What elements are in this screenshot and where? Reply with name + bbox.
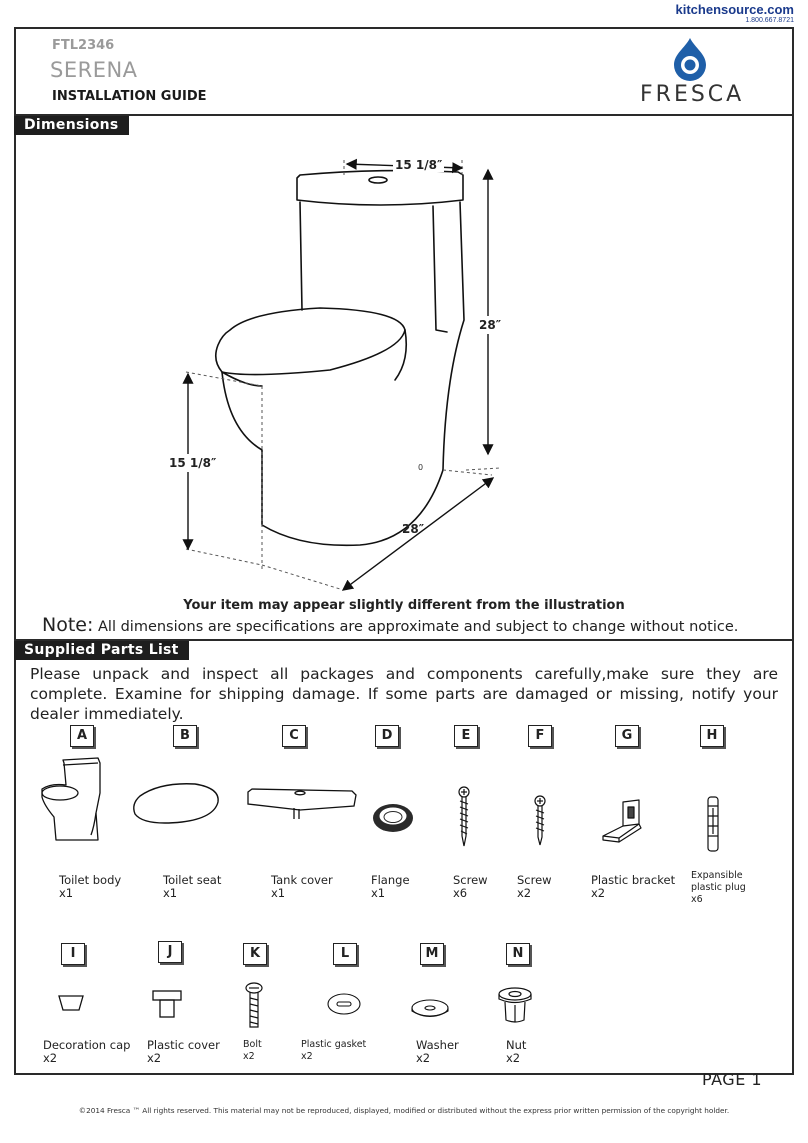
toilet-seat-icon [130,780,222,828]
part-f-name: Screw [517,873,552,887]
part-d-name: Flange [371,873,410,887]
flange-icon [370,800,416,836]
series-name: SERENA [50,58,138,82]
part-letter-e: E [454,725,478,747]
part-c-qty: x1 [271,886,286,900]
part-letter-b: B [173,725,197,747]
illustration-caption: Your item may appear slightly different from the illustration [183,598,625,613]
dim-depth: 28″ [402,522,425,536]
svg-text:0: 0 [418,463,424,472]
dim-bowl-height: 15 1/8″ [169,456,217,470]
header-divider [14,114,794,116]
part-i-qty: x2 [43,1051,58,1065]
part-letter-m: M [420,943,444,965]
part-m-qty: x2 [416,1051,431,1065]
part-a-qty: x1 [59,886,74,900]
part-letter-g: G [615,725,639,747]
part-j-label [147,1039,220,1065]
part-d-label [371,874,410,900]
part-c-name: Tank cover [271,873,333,887]
part-letter-h: H [700,725,724,747]
parts-section-title: Supplied Parts List [14,641,189,660]
copyright-notice: ©2014 Fresca ™ All rights reserved. This material may not be reproduced, displayed, modified or distributed without the express prior written permission of the copyright holder. [78,1106,730,1115]
part-e-label [453,874,488,900]
part-i-name: Decoration cap [43,1038,131,1052]
part-a-name: Toilet body [59,873,122,887]
part-f-qty: x2 [517,886,532,900]
note-label: Note: [42,614,94,636]
part-letter-d: D [375,725,399,747]
fresca-logo-icon [670,36,710,82]
part-h-qty: x6 [691,894,703,905]
part-g-qty: x2 [591,886,606,900]
dim-width-top: 15 1/8″ [395,158,443,172]
part-n-name: Nut [506,1038,527,1052]
screw-e-icon [454,786,474,848]
part-m-label [416,1039,459,1065]
guide-title: INSTALLATION GUIDE [52,89,207,104]
page-number: PAGE 1 [702,1070,763,1089]
parts-intro: Please unpack and inspect all packages and components carefully,make sure they are complete. Examine for shipping damage. If some parts are damaged or missing, notify your dealer immediately. [30,665,778,723]
part-b-qty: x1 [163,886,178,900]
part-l-label [301,1039,366,1063]
brand-site: kitchensource.com [675,2,794,17]
part-l-name: Plastic gasket [301,1039,367,1050]
part-j-qty: x2 [147,1051,162,1065]
part-j-name: Plastic cover [147,1038,220,1052]
part-n-label [506,1039,526,1065]
model-number: FTL2346 [52,38,115,53]
part-n-qty: x2 [506,1051,521,1065]
plastic-cover-icon [150,988,184,1020]
part-letter-a: A [70,725,94,747]
dim-height-total: 28″ [479,318,502,332]
dimensions-section-title: Dimensions [14,116,129,135]
part-letter-l: L [333,943,357,965]
part-l-qty: x2 [301,1051,313,1062]
part-g-name: Plastic bracket [591,873,676,887]
part-f-label [517,874,552,900]
nut-icon [496,986,534,1026]
part-a-label [59,874,121,900]
decoration-cap-icon [57,993,85,1013]
part-i-label [43,1039,130,1065]
part-c-label [271,874,333,900]
brand-phone: 1.800.667.8721 [745,17,794,24]
expansible-plug-icon [703,794,723,856]
part-letter-n: N [506,943,530,965]
part-letter-f: F [528,725,552,747]
bolt-icon [243,982,265,1030]
part-k-label [243,1039,262,1063]
part-e-name: Screw [453,873,488,887]
part-b-name: Toilet seat [163,873,222,887]
screw-f-icon [530,795,550,847]
kitchensource-brand [676,2,795,24]
washer-icon [410,998,450,1020]
toilet-body-icon [36,755,116,847]
fresca-logo-text: FRESCA [640,82,745,107]
part-d-qty: x1 [371,886,386,900]
part-e-qty: x6 [453,886,468,900]
part-letter-j: J [158,941,182,963]
part-letter-i: I [61,943,85,965]
part-b-label [163,874,221,900]
dimensions-note [42,614,738,636]
part-letter-k: K [243,943,267,965]
part-letter-c: C [282,725,306,747]
plastic-bracket-icon [597,798,647,844]
part-k-name: Bolt [243,1039,262,1050]
part-h-name: Expansible plastic plug [691,870,746,893]
part-k-qty: x2 [243,1051,255,1062]
part-h-label [691,870,761,906]
tank-cover-icon [244,786,358,822]
plastic-gasket-icon [326,991,362,1017]
part-m-name: Washer [416,1038,459,1052]
note-text: All dimensions are specifications are approximate and subject to change without notice. [98,619,739,635]
part-g-label [591,874,675,900]
